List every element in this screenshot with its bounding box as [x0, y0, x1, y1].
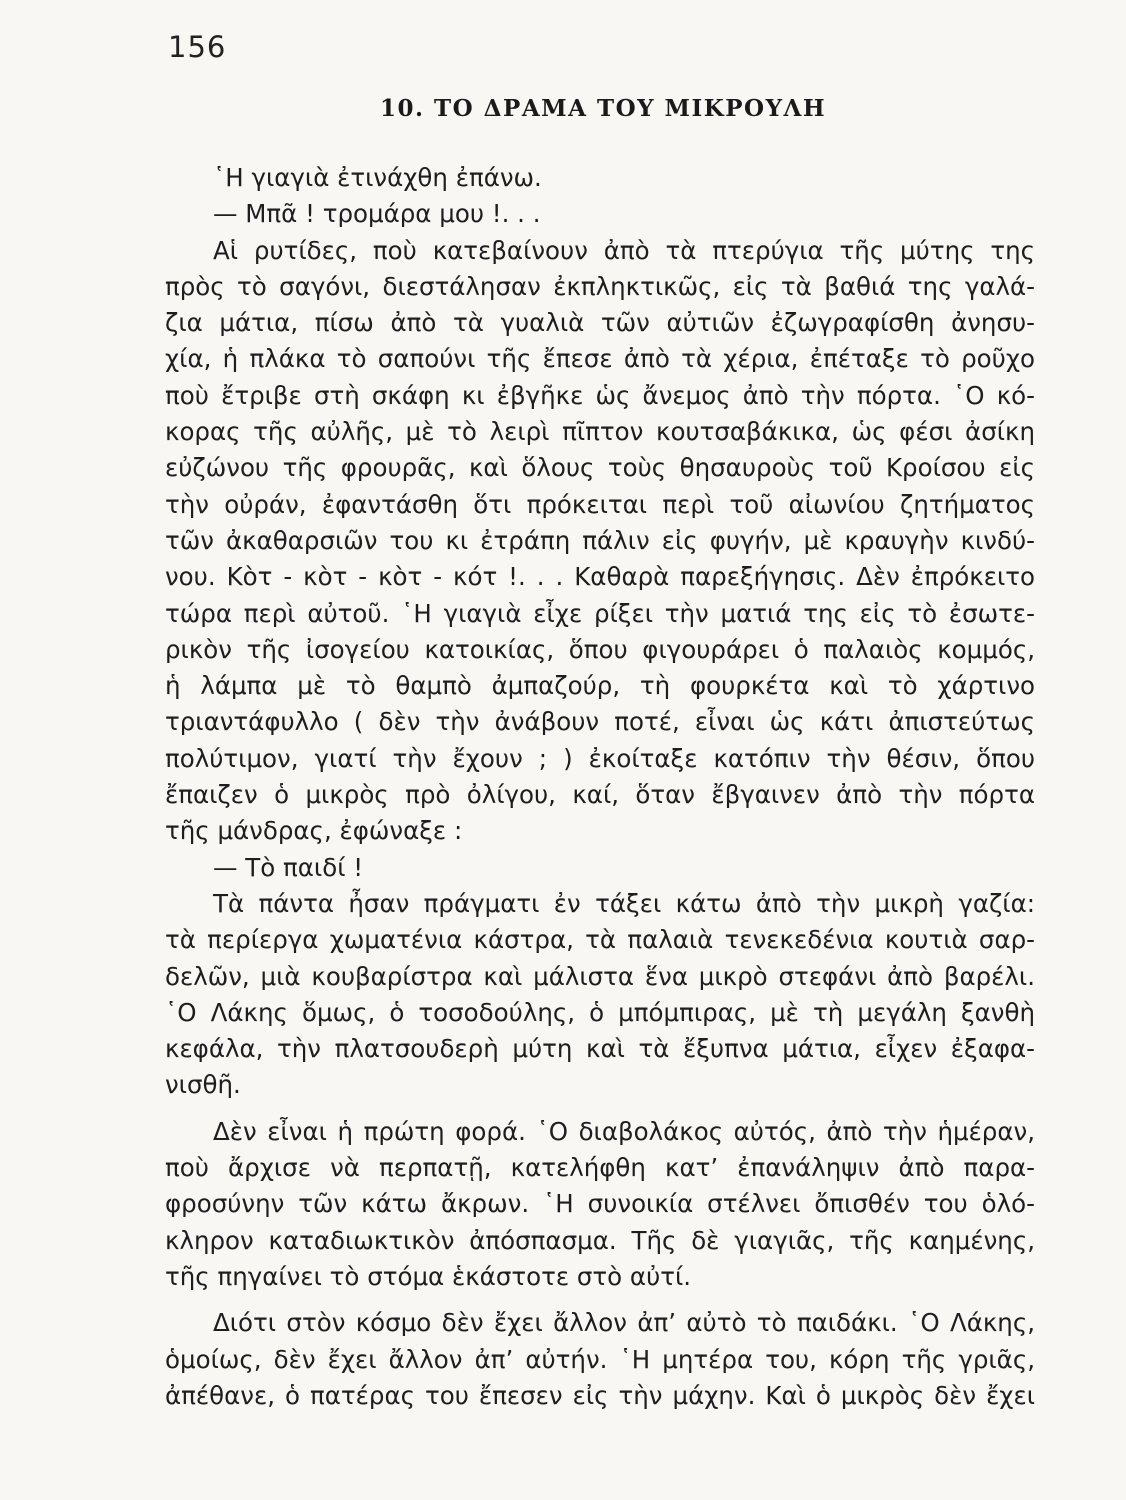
text-line: φροσύνην τῶν κάτω ἄκρων. ῾Η συνοικία στέλνει ὄπισθέν του ὁλό-: [165, 1189, 1035, 1219]
text-line: ποὺ ἄρχισε νὰ περπατῇ, κατελήφθη κατ’ ἐπανάληψιν ἀπὸ παρα-: [165, 1153, 1035, 1183]
text-line: χία, ἡ πλάκα τὸ σαπούνι τῆς ἔπεσε ἀπὸ τὰ χέρια, ἐπέταξε τὸ ροῦχο: [165, 344, 1035, 374]
text-line: τριαντάφυλλο ( δὲν τὴν ἀνάβουν ποτέ, εἶναι ὡς κάτι ἀπιστεύτως: [165, 707, 1035, 737]
body-text: [165, 160, 1035, 1414]
text-line: κεφάλα, τὴν πλατσουδερὴ μύτη καὶ τὰ ἔξυπνα μάτια, εἶχεν ἐξαφα-: [165, 1034, 1035, 1064]
text-line: ζια μάτια, πίσω ἀπὸ τὰ γυαλιὰ τῶν αὐτιῶν ἐζωγραφίσθη ἀνησυ-: [165, 308, 1035, 338]
text-line: τὰ περίεργα χωματένια κάστρα, τὰ παλαιὰ τενεκεδένια κουτιὰ σαρ-: [165, 925, 1035, 955]
text-line: τὴν οὐράν, ἐφαντάσθη ὅτι πρόκειται περὶ τοῦ αἰωνίου ζητήματος: [165, 489, 1035, 519]
page-number: 156: [168, 30, 227, 64]
text-line: τῶν ἀκαθαρσιῶν του κι ἐτράπη πάλιν εἰς φυγήν, μὲ κραυγὴν κινδύ-: [165, 525, 1035, 555]
text-line: ὁμοίως, δὲν ἔχει ἄλλον ἀπ’ αὐτήν. ῾Η μητέρα του, κόρη τῆς γριᾶς,: [165, 1344, 1035, 1374]
text-line: ποὺ ἔτριβε στὴ σκάφη κι ἐβγῆκε ὡς ἄνεμος ἀπὸ τὴν πόρτα. ῾Ο κό-: [165, 380, 1035, 410]
text-line: κληρον καταδιωκτικὸν ἀπόσπασμα. Τῆς δὲ γιαγιᾶς, τῆς καημένης,: [165, 1225, 1035, 1255]
text-line: τῆς πηγαίνει τὸ στόμα ἑκάστοτε στὸ αὐτί.: [165, 1261, 692, 1291]
text-line: δελῶν, μιὰ κουβαρίστρα καὶ μάλιστα ἕνα μικρὸ στεφάνι ἀπὸ βαρέλι.: [165, 961, 1035, 991]
text-line: — Μπᾶ ! τρομάρα μου !. . .: [213, 199, 541, 229]
text-line: ῾Ο Λάκης ὅμως, ὁ τοσοδούλης, ὁ μπόμπιρας, μὲ τὴ μεγάλη ξανθὴ: [165, 997, 1035, 1027]
text-line: Δὲν εἶναι ἡ πρώτη φορά. ῾Ο διαβολάκος αὐτός, ἀπὸ τὴν ἡμέραν,: [213, 1116, 1035, 1146]
text-line: Αἱ ρυτίδες, ποὺ κατεβαίνουν ἀπὸ τὰ πτερύγια τῆς μύτης της: [213, 235, 1035, 265]
text-line: ῾Η γιαγιὰ ἐτινάχθη ἐπάνω.: [213, 163, 542, 192]
text-line: πολύτιμον, γιατί τὴν ἔχουν ; ) ἐκοίταξε κατόπιν τὴν θέσιν, ὅπου: [165, 743, 1035, 773]
chapter-title: 10. ΤΟ ΔΡΑΜΑ ΤΟΥ ΜΙΚΡΟΥΛΗ: [380, 95, 827, 122]
text-line: ρικὸν τῆς ἰσογείου κατοικίας, ὅπου φιγουράρει ὁ παλαιὸς κομμός,: [165, 634, 1035, 664]
text-line: νισθῆ.: [165, 1070, 241, 1100]
text-line: ἔπαιζεν ὁ μικρὸς πρὸ ὀλίγου, καί, ὅταν ἔβγαινεν ἀπὸ τὴν πόρτα: [165, 780, 1035, 810]
text-line: ἡ λάμπα μὲ τὸ θαμπὸ ἀμπαζούρ, τὴ φουρκέτα καὶ τὸ χάρτινο: [165, 671, 1035, 701]
text-line: — Τὸ παιδί !: [213, 852, 364, 882]
text-line: Διότι στὸν κόσμο δὲν ἔχει ἄλλον ἀπ’ αὐτὸ τὸ παιδάκι. ῾Ο Λάκης,: [213, 1308, 1035, 1338]
text-line: ἀπέθανε, ὁ πατέρας του ἔπεσεν εἰς τὴν μάχην. Καὶ ὁ μικρὸς δὲν ἔχει: [165, 1380, 1035, 1410]
text-line: τώρα περὶ αὐτοῦ. ῾Η γιαγιὰ εἶχε ρίξει τὴν ματιά της εἰς τὸ ἐσωτε-: [165, 598, 1035, 628]
text-line: κορας τῆς αὐλῆς, μὲ τὸ λειρὶ πῖπτον κουτσαβάκικα, ὡς φέσι ἀσίκη: [165, 417, 1035, 447]
text-line: τῆς μάνδρας, ἐφώναξε :: [165, 816, 463, 846]
text-line: εὐζώνου τῆς φρουρᾶς, καὶ ὅλους τοὺς θησαυροὺς τοῦ Κροίσου εἰς: [165, 453, 1035, 483]
text-line: νου. Κὸτ - κὸτ - κὸτ - κότ !. . . Καθαρὰ παρεξήγησις. Δὲν ἐπρόκειτο: [165, 562, 1035, 592]
text-line: Τὰ πάντα ἦσαν πράγματι ἐν τάξει κάτω ἀπὸ τὴν μικρὴ γαζία:: [213, 888, 1035, 918]
text-line: πρὸς τὸ σαγόνι, διεστάλησαν ἐκπληκτικῶς, εἰς τὰ βαθιά της γαλά-: [165, 271, 1035, 301]
